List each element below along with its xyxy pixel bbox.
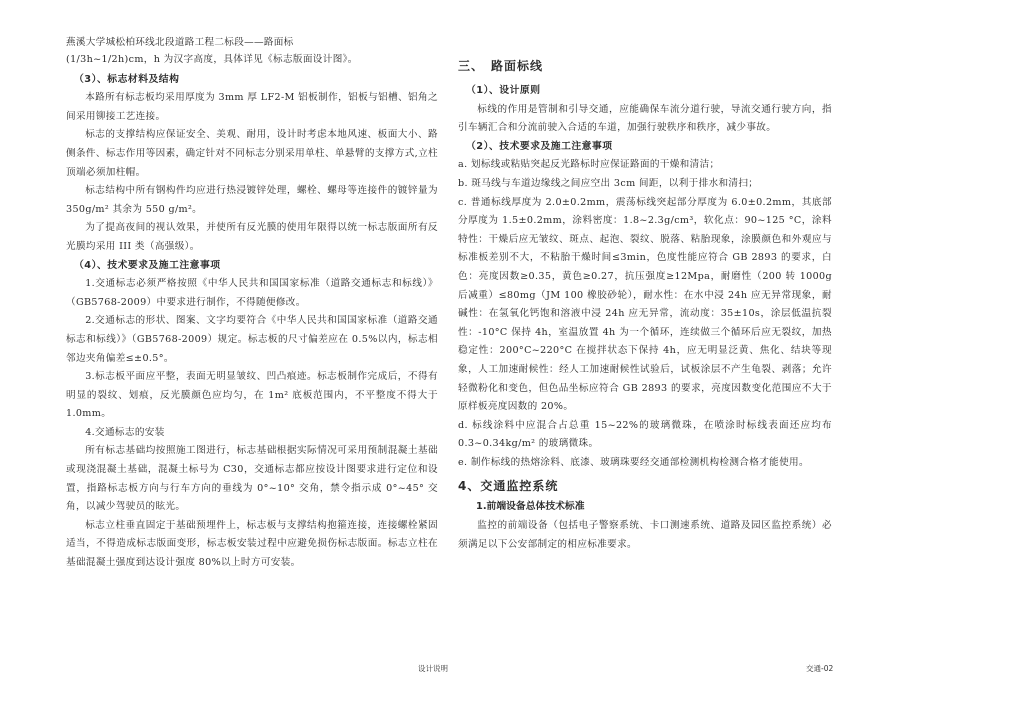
footer-label: 设计说明 — [418, 664, 448, 673]
section-heading-materials: （3）、标志材料及结构 — [74, 73, 180, 85]
document-header: 燕溪大学城松柏环线北段道路工程二标段——路面标 — [66, 37, 294, 48]
subsection-heading-requirements: （2）、技术要求及施工注意事项 — [466, 140, 613, 152]
paragraph: 标线的作用是管制和引导交通，应能确保车流分道行驶，导流交通行驶方向，指引车辆汇合和分流前驶入合适的车道，加强行驶秩序和秩序，减少事故。 — [458, 103, 832, 134]
section-heading-requirements: （4）、技术要求及施工注意事项 — [74, 259, 221, 271]
paragraph: 所有标志基础均按照施工图进行，标志基础根据实际情况可采用预制混凝土基础或现浇混凝土基础，混凝土标号为 C30，交通标志都应按设计图要求进行定位和设置，指路标志板方向与行车方向的垂线为 0°~10° 交角，禁令指示成 0°~45° 交角，以减少驾驶员的眩光。 — [66, 445, 438, 513]
paragraph: 1.交通标志必须严格按照《中华人民共和国国家标准（道路交通标志和标线）》（GB5768-2009）中要求进行制作，不得随便修改。 — [66, 278, 438, 308]
list-item: d. 标线涂料中应混合占总重 15~22%的玻璃微珠，在喷涂时标线表面还应均布 0.3~0.34kg/m² 的玻璃微珠。 — [458, 419, 832, 450]
paragraph: 标志立柱垂直固定于基础预埋件上，标志板与支撑结构抱箍连接，连接螺栓紧固适当，不得造成标志版面变形，标志板安装过程中应避免损伤标志版面。标志立柱在基础混凝土强度到达设计强度 80%以上时方可安装。 — [66, 519, 438, 569]
paragraph: 监控的前端设备（包括电子警察系统、卡口测速系统、道路及园区监控系统）必须满足以下公安部制定的相应标准要求。 — [458, 520, 832, 550]
list-item: b. 斑马线与车道边缘线之间应空出 3cm 间距，以利于排水和清扫； — [458, 177, 759, 189]
list-item: a. 划标线或粘贴突起反光路标时应保证路面的干燥和清洁； — [458, 159, 720, 171]
header-note: (1/3h~1/2h)cm，h 为汉字高度，具体详见《标志版面设计图》。 — [66, 53, 358, 65]
right-column — [458, 56, 832, 554]
list-item: e. 制作标线的热熔涂料、底漆、玻璃珠要经交通部检测机构检测合格才能使用。 — [458, 456, 809, 468]
paragraph: 标志的支撑结构应保证安全、美观、耐用，设计时考虑本地风速、板面大小、路侧条件、标志作用等因素，确定针对不同标志分别采用单柱、单悬臂的支撑方式,立柱顶端必须加柱帽。 — [66, 129, 438, 178]
section-heading-monitoring: 4、交通监控系统 — [458, 479, 559, 494]
paragraph: 2.交通标志的形状、图案、文字均要符合《中华人民共和国国家标准（道路交通标志和标线）》（GB5768-2009）规定。标志板的尺寸偏差应在 0.5%以内，标志相邻边夹角偏差≤±0.5°。 — [66, 315, 438, 364]
paragraph: 本路所有标志板均采用厚度为 3mm 厚 LF2-M 铝板制作，铝板与铝槽、铝角之间采用铆接工艺连接。 — [66, 92, 438, 122]
list-item: c. 普通标线厚度为 2.0±0.2mm，震荡标线突起部分厚度为 6.0±0.2mm，其底部分厚度为 1.5±0.2mm，涂料密度：1.8~2.3g/cm³，软化点：90~125 °C，涂料特性：干燥后应无皱纹、斑点、起泡、裂纹、脱落、粘胎现象，涂膜颜色和外观应与标准板差别不大，不粘胎干燥时间≤3min，色度性能应符合 GB 2893 的要求，白色：亮度因数≥0.35，黄色≥0.27，抗压强度≥12Mpa，耐磨性（200 转 1000g 后减重）≤80mg（JM 100 橡胶砂轮），耐水性：在水中浸 24h 应无异常现象，耐碱性：在氢氧化钙饱和溶液中浸 24h 应无异常，流动度：35±10s，涂层低温抗裂性：-10°C 保持 4h，室温放置 4h 为一个循环，连续做三个循环后应无裂纹，加热稳定性：200°C~220°C 在搅拌状态下保持 4h，应无明显泛黄、焦化、结块等现象，人工加速耐候性：经人工加速耐候性试验后，试板涂层不产生龟裂、剥落；允许轻微粉化和变色，但色品坐标应符合 GB 2893 的要求，亮度因数变化范围应不大于原样板亮度因数的 20%。 — [458, 196, 832, 413]
section-heading-road-marking: 三、 路面标线 — [458, 59, 544, 73]
paragraph: 为了提高夜间的视认效果，并使所有反光膜的使用年限得以统一标志版面所有反光膜均采用 III 类（高强级）。 — [66, 222, 438, 252]
paragraph: 3.标志板平面应平整，表面无明显皱纹、凹凸痕迹。标志板制作完成后，不得有明显的裂纹、划痕，反光膜颜色应均匀，在 1m² 底板范围内，不平整度不得大于 1.0mm。 — [66, 371, 438, 420]
left-column — [66, 34, 438, 573]
subsection-heading-principles: （1）、设计原则 — [466, 85, 541, 96]
paragraph: 4.交通标志的安装 — [85, 426, 165, 438]
paragraph: 标志结构中所有钢构件均应进行热浸镀锌处理，螺栓、螺母等连接件的镀锌量为 350g/m² 其余为 550 g/m²。 — [66, 185, 438, 215]
page-number: 交通-02 — [806, 664, 834, 673]
subsection-heading-frontend: 1.前端设备总体技术标准 — [476, 501, 585, 513]
